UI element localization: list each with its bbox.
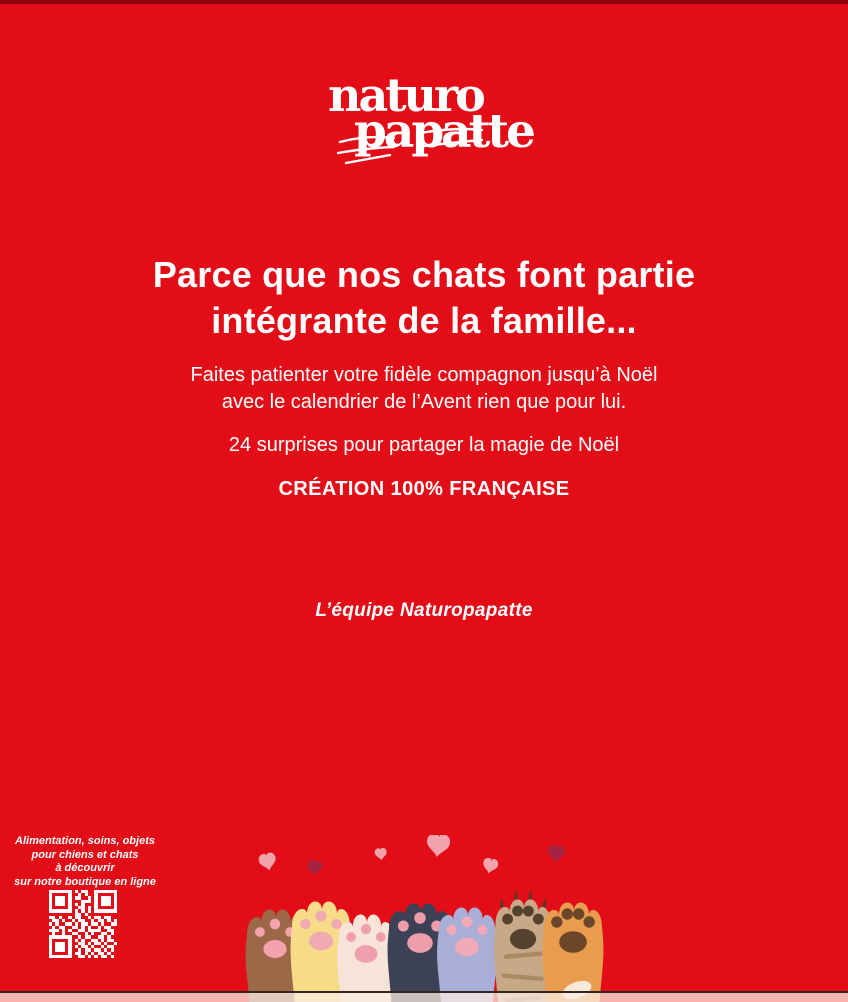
headline-line-1: Parce que nos chats font partie	[152, 254, 696, 295]
cream-paw	[337, 914, 395, 1002]
whiskers-icon	[314, 70, 534, 180]
shop-info-line: pour chiens et chats	[31, 848, 139, 861]
intro-line-1: Faites patienter votre fidèle compagnon jusqu’à Noël	[190, 364, 658, 386]
bottom-fold-strip	[0, 993, 848, 1002]
shop-info-text	[0, 835, 170, 889]
orange-paw	[543, 902, 604, 1002]
creation-text: CRÉATION 100% FRANÇAISE	[278, 478, 570, 500]
heart-icon	[426, 835, 451, 858]
intro-paragraph	[0, 362, 848, 416]
shop-info-line: à découvrir	[55, 862, 115, 874]
heart-icon	[374, 847, 387, 860]
shop-info-line: sur notre boutique en ligne	[14, 875, 156, 888]
shop-info-line: Alimentation, soins, objets	[15, 835, 155, 847]
headline-line-2: intégrante de la famille...	[211, 300, 637, 341]
heart-icon	[481, 857, 499, 875]
cat-paws-illustration	[235, 835, 635, 1002]
heart-icon	[258, 852, 278, 872]
bottom-fold-line	[0, 991, 848, 993]
lavender-paw	[437, 907, 497, 1002]
heart-icon	[547, 844, 566, 863]
top-fold-line	[0, 0, 848, 4]
team-signature: L’équipe Naturopapatte	[315, 600, 533, 621]
headline	[0, 252, 848, 344]
brand-logo-word-papatte: papatte	[354, 104, 533, 159]
brand-logo-word-naturo: naturo	[328, 68, 483, 122]
brand-logo	[314, 70, 534, 180]
surprises-text: 24 surprises pour partager la magie de Noël	[228, 434, 620, 456]
heart-icon	[305, 859, 323, 877]
intro-line-2: avec le calendrier de l’Avent rien que pour lui.	[221, 391, 627, 413]
qr-code	[49, 890, 117, 958]
